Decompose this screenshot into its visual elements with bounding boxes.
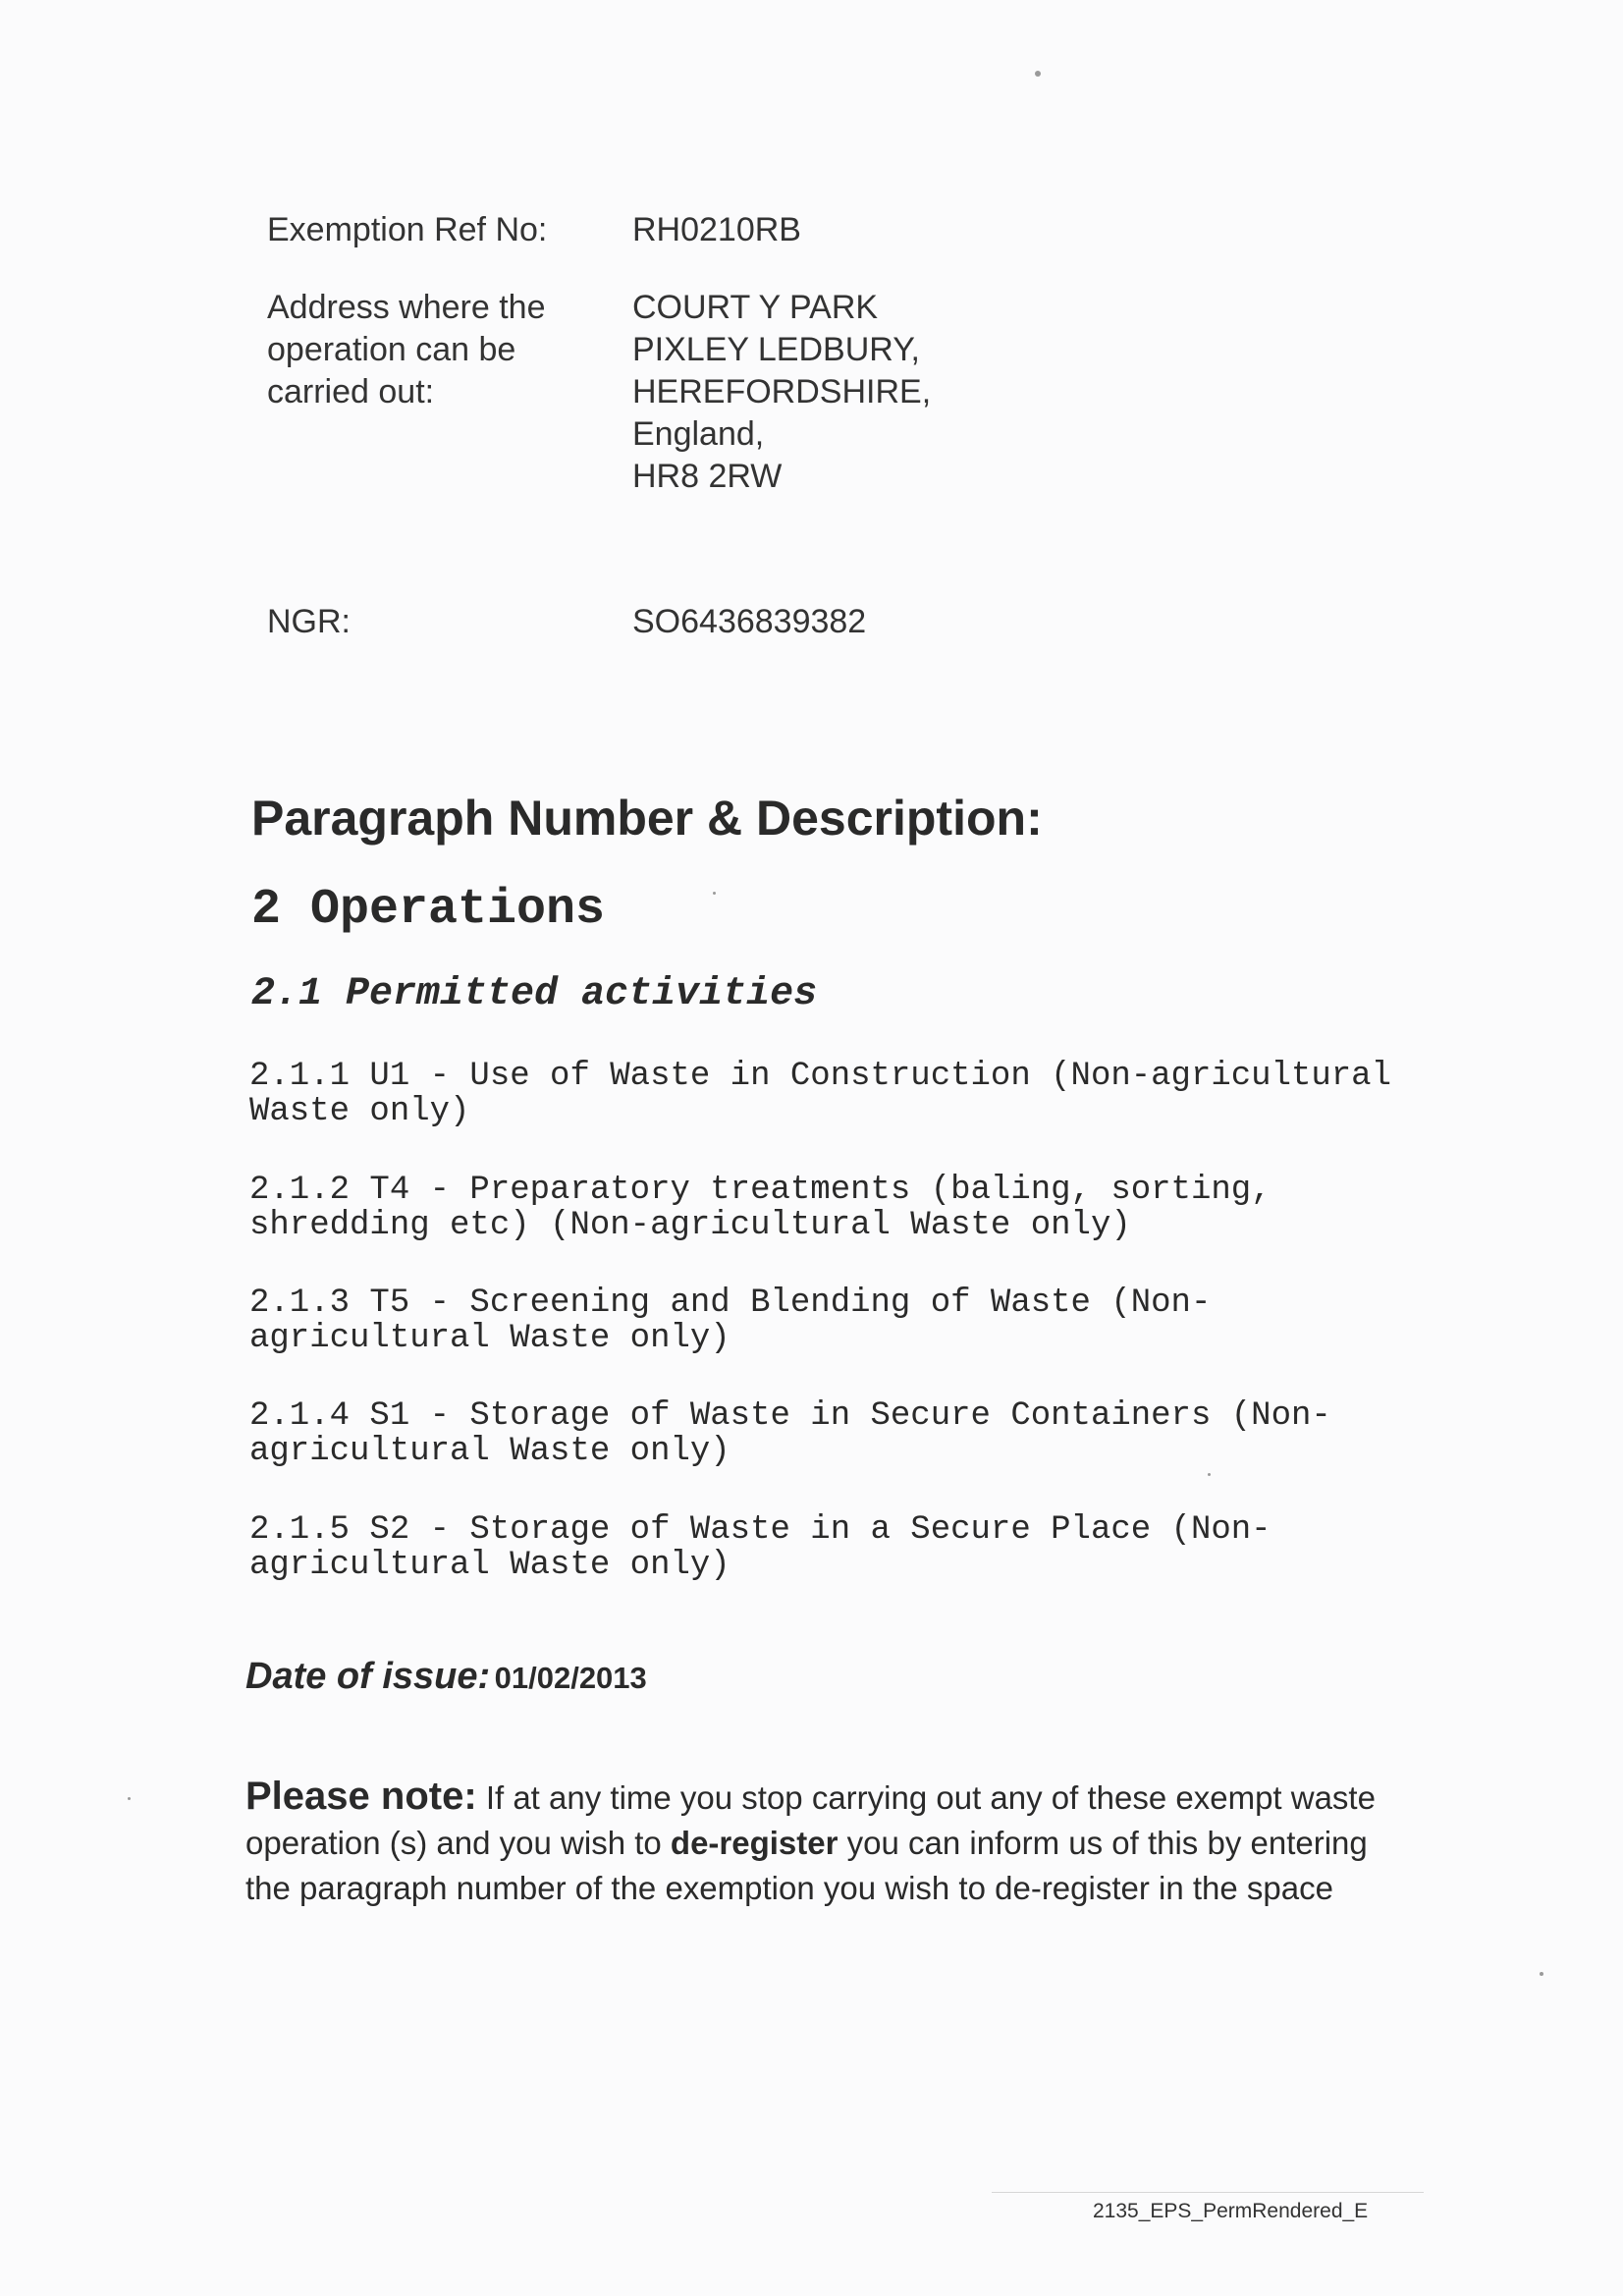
operations-heading: 2 Operations	[251, 882, 606, 938]
activity-item-3: 2.1.3 T5 - Screening and Blending of Waste (Non- agricultural Waste only)	[249, 1285, 1212, 1357]
address-label-line-3: carried out:	[267, 373, 435, 410]
exemption-ref-value: RH0210RB	[632, 211, 801, 248]
address-line-3: HEREFORDSHIRE,	[632, 373, 932, 410]
please-note-text-1: If at any time you stop carrying out any of these exempt waste operation (s) and you wish to	[245, 1779, 1376, 1861]
date-of-issue	[245, 1656, 647, 1698]
paragraph-heading: Paragraph Number & Description:	[251, 791, 1043, 846]
permitted-activities-heading: 2.1 Permitted activities	[251, 972, 818, 1016]
activity-item-2: 2.1.2 T4 - Preparatory treatments (baling, sorting, shredding etc) (Non-agricultural Waste only)	[249, 1172, 1271, 1244]
activity-item-5: 2.1.5 S2 - Storage of Waste in a Secure Place (Non- agricultural Waste only)	[249, 1511, 1271, 1584]
please-note	[245, 1774, 1404, 1911]
activity-item-4: 2.1.4 S1 - Storage of Waste in Secure Containers (Non- agricultural Waste only)	[249, 1397, 1331, 1470]
ngr-label: NGR:	[267, 603, 351, 640]
address-line-4: England,	[632, 415, 765, 453]
activity-item-1: 2.1.1 U1 - Use of Waste in Construction (Non-agricultural Waste only)	[249, 1058, 1391, 1130]
scan-speck	[128, 1797, 131, 1800]
address-label-line-2: operation can be	[267, 331, 516, 368]
date-of-issue-value: 01/02/2013	[494, 1661, 647, 1695]
please-note-label: Please note:	[245, 1775, 477, 1818]
please-note-emphasis: de-register	[670, 1825, 839, 1861]
address-line-1: COURT Y PARK	[632, 289, 879, 326]
please-note-text-2: you can inform us of this by entering the paragraph number of the exemption you wish to de-register in the space	[245, 1825, 1368, 1906]
exemption-ref-label: Exemption Ref No:	[267, 211, 548, 248]
address-line-5: HR8 2RW	[632, 458, 783, 495]
scan-speck	[1035, 71, 1041, 77]
date-of-issue-label: Date of issue:	[245, 1656, 491, 1697]
scan-speck	[713, 892, 716, 895]
address-label-line-1: Address where the	[267, 289, 546, 326]
address-line-2: PIXLEY LEDBURY,	[632, 331, 920, 368]
footer-doc-code: 2135_EPS_PermRendered_E	[1093, 2200, 1369, 2222]
footer-divider	[992, 2192, 1424, 2193]
scan-speck	[1540, 1972, 1543, 1976]
scan-speck	[1208, 1473, 1211, 1476]
ngr-value: SO6436839382	[632, 603, 867, 640]
